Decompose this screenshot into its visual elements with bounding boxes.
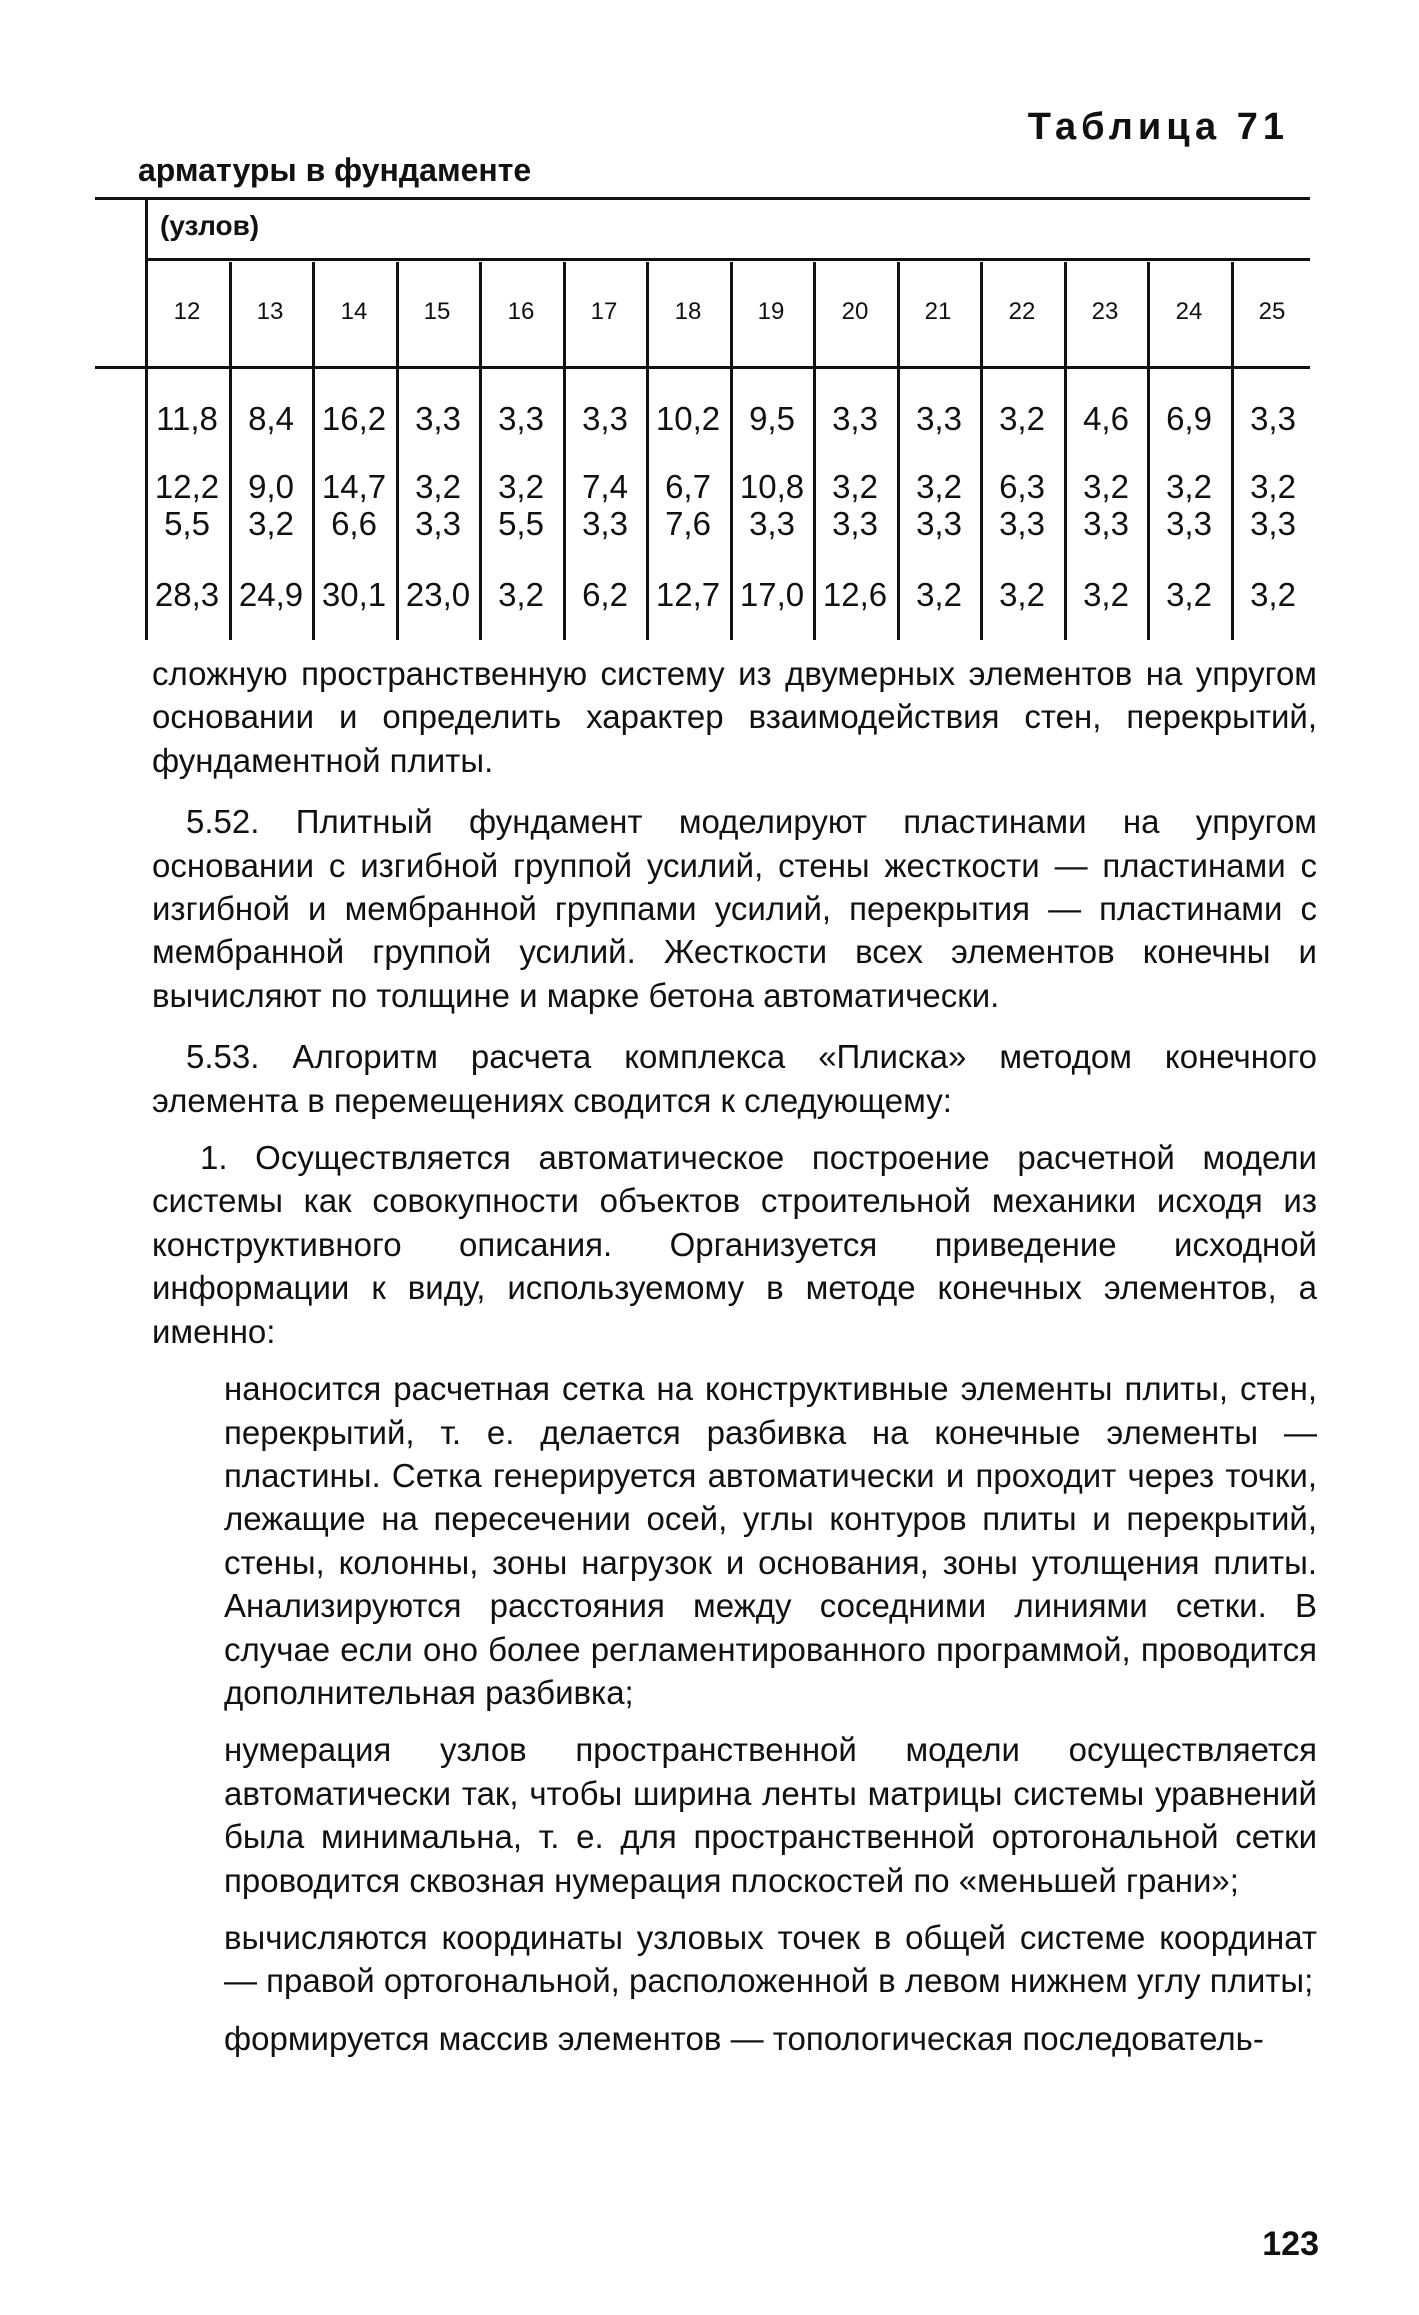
table-cell: 3,2 — [1166, 468, 1212, 505]
table-column-rule — [1231, 262, 1234, 640]
paragraph: вычисляются координаты узловых точек в общей системе координат — правой ортогональной, расположенной в левом нижнем углу плиты; — [224, 1918, 1317, 2000]
table-cell: 3,2 — [498, 468, 544, 505]
table-cell: 3,3 — [582, 400, 628, 437]
table-cell: 5,5 — [164, 505, 210, 542]
column-header: 24 — [1175, 298, 1203, 325]
table-cell: 6,9 — [1166, 400, 1212, 437]
column-header: 23 — [1091, 298, 1119, 325]
column-header: 18 — [674, 298, 702, 325]
table-cell: 14,7 — [321, 468, 387, 505]
table-cell: 3,2 — [999, 400, 1045, 437]
table-cell: 8,4 — [248, 400, 294, 437]
column-header: 16 — [507, 298, 535, 325]
column-header: 14 — [340, 298, 368, 325]
table-cell: 3,3 — [999, 505, 1045, 542]
table-cell: 3,2 — [1083, 576, 1129, 613]
table-cell: 28,3 — [154, 576, 220, 613]
table-cell: 3,3 — [916, 400, 962, 437]
table-cell: 3,3 — [415, 505, 461, 542]
table-cell: 3,2 — [1250, 576, 1296, 613]
table-cell: 3,3 — [916, 505, 962, 542]
table-cell: 6,7 — [665, 468, 711, 505]
column-header: 15 — [423, 298, 451, 325]
table-cell: 3,2 — [415, 468, 461, 505]
table-top-rule — [95, 197, 1310, 200]
table-cell: 30,1 — [321, 576, 387, 613]
column-header: 19 — [757, 298, 785, 325]
table-cell: 6,6 — [331, 505, 377, 542]
table-subtitle: арматуры в фундаменте — [138, 152, 532, 188]
table-cell: 3,2 — [1166, 576, 1212, 613]
table-column-rule — [813, 262, 816, 640]
table-cell: 12,7 — [655, 576, 721, 613]
table-cell: 3,2 — [916, 576, 962, 613]
table-cell: 10,8 — [739, 468, 805, 505]
table-cell: 3,3 — [582, 505, 628, 542]
table-cell: 3,3 — [1250, 505, 1296, 542]
table-column-rule — [312, 262, 315, 640]
table-column-rule — [730, 262, 733, 640]
paragraph: наносится расчетная сетка на конструктивные элементы плиты, стен, перекрытий, т. е. делается разбивка на конечные элементы — пластины. Сетка генерируется автоматически и проходит через точки, лежащие на пересечении осей, углы контуров плиты и перекрытий, стены, колонны, зоны нагрузок и основания, зоны утолщения плиты. Анализируются расстояния между соседними линиями сетки. В случае если оно более регламентированного программой, проводится дополнительная разбивка; — [224, 1370, 1317, 1711]
column-header: 25 — [1258, 298, 1286, 325]
table-column-rule — [646, 262, 649, 640]
table-column-rule — [897, 262, 900, 640]
column-header: 21 — [924, 298, 952, 325]
page-number: 123 — [1262, 2225, 1319, 2263]
header-bottom-rule — [95, 366, 1310, 369]
table-cell: 7,4 — [582, 468, 628, 505]
table-column-rule — [1147, 262, 1150, 640]
table-cell: 7,6 — [665, 505, 711, 542]
table-cell: 3,3 — [1083, 505, 1129, 542]
table-cell: 3,2 — [1250, 468, 1296, 505]
paragraph: формируется массив элементов — топологическая последователь- — [224, 2019, 1264, 2057]
body-text — [152, 652, 1317, 2060]
table-cell: 3,3 — [1166, 505, 1212, 542]
column-header: 17 — [590, 298, 618, 325]
table-column-rule — [229, 262, 232, 640]
paragraph: нумерация узлов пространственной модели осуществляется автоматически так, чтобы ширина ленты матрицы системы уравнений была минимальна, т. е. для пространственной ортогональной сетки проводится сквозная нумерация плоскостей по «меньшей грани»; — [224, 1731, 1317, 1899]
table-cell: 6,2 — [582, 576, 628, 613]
table-cell: 3,2 — [1083, 468, 1129, 505]
paragraph: 1. Осуществляется автоматическое построение расчетной модели системы как совокупности объектов строительной механики исходя из конструктивного описания. Организуется приведение исходной информации к виду, используемому в методе конечных элементов, а именно: — [152, 1139, 1317, 1350]
table-column-rule — [479, 262, 482, 640]
table-cell: 3,3 — [749, 505, 795, 542]
table-cell: 3,2 — [832, 468, 878, 505]
table-cell: 9,5 — [749, 400, 795, 437]
table-cell: 3,3 — [832, 505, 878, 542]
group-rule — [145, 258, 1310, 261]
table-cell: 12,2 — [154, 468, 220, 505]
table-cell: 3,2 — [916, 468, 962, 505]
table-group-label: (узлов) — [160, 210, 260, 241]
table-column-rule — [1064, 262, 1067, 640]
table-cell: 23,0 — [405, 576, 471, 613]
table-column-rule — [145, 200, 148, 640]
table-cell: 24,9 — [238, 576, 304, 613]
table-column-rule — [563, 262, 566, 640]
table-column-rule — [980, 262, 983, 640]
table-cell: 3,3 — [415, 400, 461, 437]
table-cell: 3,3 — [832, 400, 878, 437]
table-cell: 3,2 — [498, 576, 544, 613]
table-cell: 3,2 — [248, 505, 294, 542]
column-header: 13 — [256, 298, 284, 325]
table-cell: 10,2 — [655, 400, 721, 437]
table-caption: Таблица 71 — [1027, 106, 1289, 148]
column-header: 12 — [173, 298, 201, 325]
paragraph: сложную пространственную систему из двумерных элементов на упругом основании и определить характер взаимодействия стен, перекрытий, фундаментной плиты. — [152, 655, 1317, 779]
table-column-rule — [396, 262, 399, 640]
table-cell: 5,5 — [498, 505, 544, 542]
table-cell: 4,6 — [1083, 400, 1129, 437]
paragraph: 5.53. Алгоритм расчета комплекса «Плиска» методом конечного элемента в перемещениях сводится к следующему: — [152, 1038, 1317, 1119]
table-cell: 3,3 — [498, 400, 544, 437]
table-cell: 3,2 — [999, 576, 1045, 613]
table-cell: 3,3 — [1250, 400, 1296, 437]
paragraph: 5.52. Плитный фундамент моделируют пластинами на упругом основании с изгибной группой усилий, стены жесткости — пластинами с изгибной и мембранной группами усилий, перекрытия — пластинами с мембранной группой усилий. Жесткости всех элементов конечны и вычисляют по толщине и марке бетона автоматически. — [152, 803, 1317, 1014]
table-cell: 6,3 — [999, 468, 1045, 505]
table-cell: 17,0 — [739, 576, 805, 613]
table-cell: 11,8 — [156, 400, 218, 437]
column-header: 22 — [1008, 298, 1036, 325]
column-header: 20 — [841, 298, 869, 325]
table-cell: 12,6 — [822, 576, 888, 613]
table-cell: 9,0 — [248, 468, 294, 505]
table-cell: 16,2 — [321, 400, 387, 437]
